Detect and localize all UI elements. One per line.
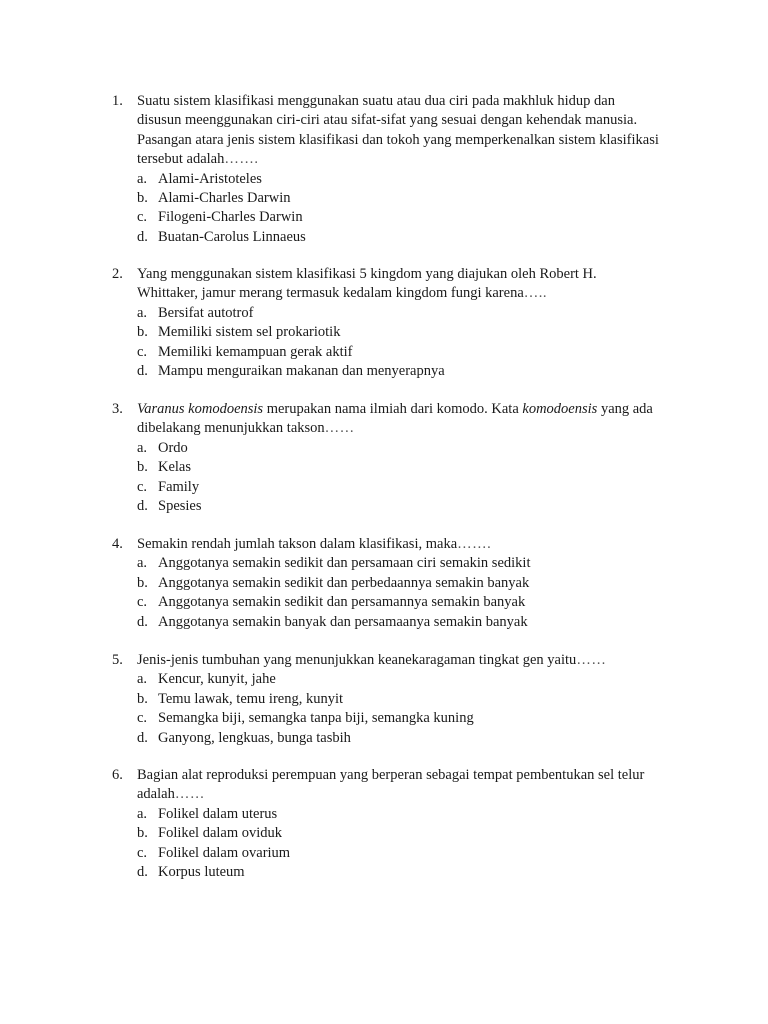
option-letter: c. <box>137 844 148 861</box>
question-stem-line <box>112 766 692 785</box>
species-epithet: komodoensis <box>522 401 598 417</box>
question-number: 4. <box>112 536 123 552</box>
question-stem-line <box>112 651 692 670</box>
question-stem-text <box>137 651 606 670</box>
question-5 <box>112 651 692 748</box>
option-letter: c. <box>137 209 148 226</box>
option-letter: c. <box>137 478 148 495</box>
stem-final-text: Jenis-jenis tumbuhan yang menunjukkan keanekaragaman tingkat gen yaitu <box>137 652 577 668</box>
option-text: Folikel dalam uterus <box>158 805 278 822</box>
question-stem-line <box>112 265 692 284</box>
option-b <box>112 189 692 208</box>
answer-blank-dots: ……. <box>224 151 259 168</box>
option-a <box>112 554 692 573</box>
option-b <box>112 574 692 593</box>
answer-blank-dots: ….. <box>523 285 548 302</box>
question-number: 2. <box>112 266 123 282</box>
option-d <box>112 228 692 247</box>
question-stem-line <box>112 92 692 111</box>
option-letter: d. <box>137 497 148 514</box>
answer-blank-dots: …… <box>324 420 355 437</box>
question-stem-text <box>137 535 491 554</box>
option-letter: b. <box>137 459 148 476</box>
option-d <box>112 729 692 748</box>
question-stem-text <box>137 400 653 419</box>
option-d <box>112 613 692 632</box>
option-c <box>112 593 692 612</box>
option-b <box>112 458 692 477</box>
option-letter: c. <box>137 710 148 727</box>
stem-final-text: tersebut adalah <box>137 151 225 168</box>
option-letter: b. <box>137 324 148 341</box>
option-c <box>112 844 692 863</box>
option-letter: a. <box>137 671 148 688</box>
option-letter: a. <box>137 304 148 321</box>
question-number: 6. <box>112 767 123 783</box>
question-stem-text <box>137 150 259 169</box>
option-text: Spesies <box>158 497 202 514</box>
option-a <box>112 805 692 824</box>
option-c <box>112 709 692 728</box>
option-d <box>112 863 692 882</box>
option-text: Semangka biji, semangka tanpa biji, semangka kuning <box>158 710 474 727</box>
answer-blank-dots: ……. <box>457 536 492 552</box>
option-letter: c. <box>137 343 148 360</box>
option-text: Korpus luteum <box>158 863 245 880</box>
question-2 <box>112 265 692 381</box>
option-text: Anggotanya semakin sedikit dan perbedaannya semakin banyak <box>158 574 530 591</box>
option-letter: b. <box>137 690 148 707</box>
option-letter: c. <box>137 594 148 611</box>
question-stem-line <box>112 419 692 438</box>
option-text: Memiliki sistem sel prokariotik <box>158 324 341 341</box>
question-stem-text: Yang menggunakan sistem klasifikasi 5 kingdom yang diajukan oleh Robert H. <box>137 266 597 282</box>
option-text: Anggotanya semakin sedikit dan persamaan ciri semakin sedikit <box>158 555 531 572</box>
option-text: Buatan-Carolus Linnaeus <box>158 228 306 245</box>
option-letter: b. <box>137 825 148 842</box>
option-text: Alami-Aristoteles <box>158 170 262 187</box>
question-4 <box>112 535 692 632</box>
question-stem-line <box>112 111 692 130</box>
option-letter: d. <box>137 613 148 630</box>
question-stem-line <box>112 131 692 150</box>
question-6 <box>112 766 692 882</box>
option-letter: d. <box>137 362 148 379</box>
option-a <box>112 439 692 458</box>
option-b <box>112 690 692 709</box>
option-letter: d. <box>137 863 148 880</box>
stem-final-text: Semakin rendah jumlah takson dalam klasifikasi, maka <box>137 536 458 552</box>
answer-blank-dots: …… <box>174 786 205 803</box>
option-text: Anggotanya semakin banyak dan persamaanya semakin banyak <box>158 613 528 630</box>
question-stem-line <box>112 785 692 804</box>
option-text: Family <box>158 478 200 495</box>
question-stem-text: Suatu sistem klasifikasi menggunakan suatu atau dua ciri pada makhluk hidup dan <box>137 93 615 109</box>
option-text: Ordo <box>158 439 188 456</box>
option-text: Memiliki kemampuan gerak aktif <box>158 343 353 360</box>
option-text: Kelas <box>158 459 192 476</box>
option-c <box>112 208 692 227</box>
option-text: Mampu menguraikan makanan dan menyerapnya <box>158 362 445 379</box>
option-text: Folikel dalam oviduk <box>158 825 283 842</box>
stem-fragment: yang ada <box>597 401 653 417</box>
question-stem-text <box>137 419 355 438</box>
question-number: 3. <box>112 401 123 417</box>
option-text: Alami-Charles Darwin <box>158 189 291 206</box>
question-stem-text: Pasangan atara jenis sistem klasifikasi dan tokoh yang memperkenalkan sistem klasifikasi <box>137 131 659 148</box>
question-stem-line <box>112 535 692 554</box>
option-letter: a. <box>137 170 148 187</box>
option-b <box>112 824 692 843</box>
stem-final-text: Whittaker, jamur merang termasuk kedalam kingdom fungi karena <box>137 285 524 302</box>
question-stem-line <box>112 284 692 303</box>
question-stem-line <box>112 400 692 419</box>
stem-fragment: merupakan nama ilmiah dari komodo. Kata <box>263 401 523 417</box>
option-c <box>112 478 692 497</box>
question-stem-text <box>137 785 205 804</box>
option-text: Folikel dalam ovarium <box>158 844 291 861</box>
question-stem-text: disusun meenggunakan ciri-ciri atau sifat-sifat yang sesuai dengan kehendak manusia. <box>137 112 638 129</box>
option-letter: a. <box>137 439 148 456</box>
question-3 <box>112 400 692 516</box>
option-text: Temu lawak, temu ireng, kunyit <box>158 690 344 707</box>
option-letter: b. <box>137 574 148 591</box>
option-text: Ganyong, lengkuas, bunga tasbih <box>158 729 351 746</box>
option-text: Kencur, kunyit, jahe <box>158 671 276 688</box>
option-letter: d. <box>137 228 148 245</box>
option-letter: a. <box>137 555 148 572</box>
option-a <box>112 304 692 323</box>
option-letter: b. <box>137 189 148 206</box>
option-a <box>112 670 692 689</box>
stem-final-text: dibelakang menunjukkan takson <box>137 420 325 437</box>
answer-blank-dots: …… <box>576 652 607 668</box>
option-text: Bersifat autotrof <box>158 304 254 321</box>
option-c <box>112 343 692 362</box>
stem-final-text: adalah <box>137 786 175 803</box>
question-number: 1. <box>112 93 123 109</box>
option-d <box>112 362 692 381</box>
option-text: Filogeni-Charles Darwin <box>158 209 303 226</box>
scientific-name: Varanus komodoensis <box>137 401 264 417</box>
option-d <box>112 497 692 516</box>
option-a <box>112 170 692 189</box>
question-stem-line <box>112 150 692 169</box>
option-letter: d. <box>137 729 148 746</box>
option-letter: a. <box>137 805 148 822</box>
question-stem-text: Bagian alat reproduksi perempuan yang berperan sebagai tempat pembentukan sel telur <box>137 767 645 783</box>
question-stem-text <box>137 284 547 303</box>
question-1 <box>112 92 692 247</box>
option-b <box>112 323 692 342</box>
option-text: Anggotanya semakin sedikit dan persamannya semakin banyak <box>158 594 526 611</box>
question-number: 5. <box>112 652 123 668</box>
